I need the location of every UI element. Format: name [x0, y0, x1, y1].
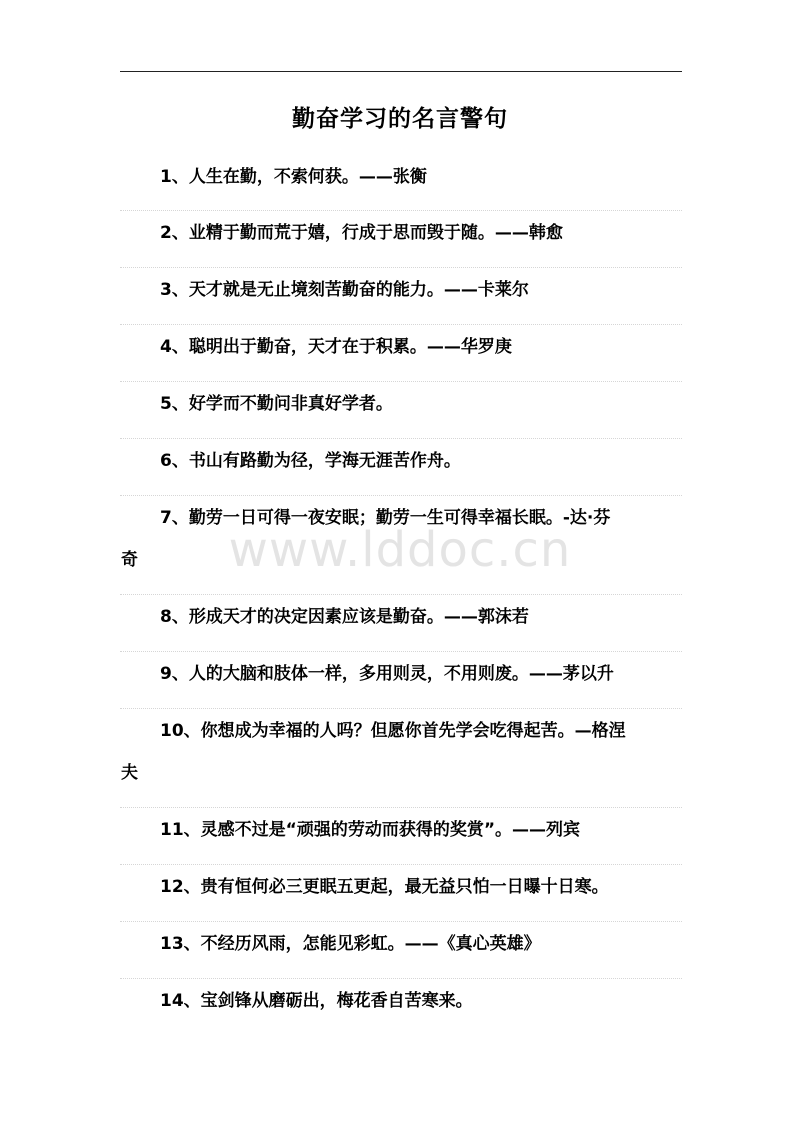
- dotted-separator: [120, 978, 682, 979]
- quote-14: 14、宝剑锋从磨砺出，梅花香自苦寒来。: [160, 991, 473, 1011]
- document-title: 勤奋学习的名言警句: [292, 106, 508, 132]
- quote-6: 6、书山有路勤为径，学海无涯苦作舟。: [160, 451, 461, 471]
- watermark: www.lddoc.cn: [228, 522, 572, 578]
- dotted-separator: [120, 807, 682, 808]
- quote-11: 11、灵感不过是“顽强的劳动而获得的奖赏”。——列宾: [160, 820, 581, 840]
- quote-12: 12、贵有恒何必三更眠五更起，最无益只怕一日曝十日寒。: [160, 877, 609, 897]
- dotted-separator: [120, 381, 682, 382]
- quote-10: 10、你想成为幸福的人吗？但愿你首先学会吃得起苦。—格涅: [160, 721, 626, 741]
- dotted-separator: [120, 495, 682, 496]
- quote-9: 9、人的大脑和肢体一样，多用则灵，不用则废。——茅以升: [160, 664, 614, 684]
- dotted-separator: [120, 210, 682, 211]
- dotted-separator: [120, 267, 682, 268]
- dotted-separator: [120, 921, 682, 922]
- quote-4: 4、聪明出于勤奋，天才在于积累。——华罗庚: [160, 337, 512, 357]
- dotted-separator: [120, 438, 682, 439]
- quote-8: 8、形成天才的决定因素应该是勤奋。——郭沫若: [160, 607, 529, 627]
- quote-5: 5、好学而不勤问非真好学者。: [160, 394, 393, 414]
- quote-7-continuation: 奇: [121, 550, 138, 570]
- quote-7: 7、勤劳一日可得一夜安眠；勤劳一生可得幸福长眠。-达·芬: [160, 508, 611, 528]
- header-rule: [120, 71, 682, 72]
- dotted-separator: [120, 594, 682, 595]
- quote-3: 3、天才就是无止境刻苦勤奋的能力。——卡莱尔: [160, 280, 529, 300]
- quote-2: 2、业精于勤而荒于嬉，行成于思而毁于随。——韩愈: [160, 223, 563, 243]
- dotted-separator: [120, 864, 682, 865]
- dotted-separator: [120, 324, 682, 325]
- quote-10-continuation: 夫: [121, 763, 138, 783]
- quote-1: 1、人生在勤，不索何获。——张衡: [160, 167, 427, 187]
- dotted-separator: [120, 651, 682, 652]
- quote-13: 13、不经历风雨，怎能见彩虹。——《真心英雄》: [160, 934, 541, 954]
- dotted-separator: [120, 708, 682, 709]
